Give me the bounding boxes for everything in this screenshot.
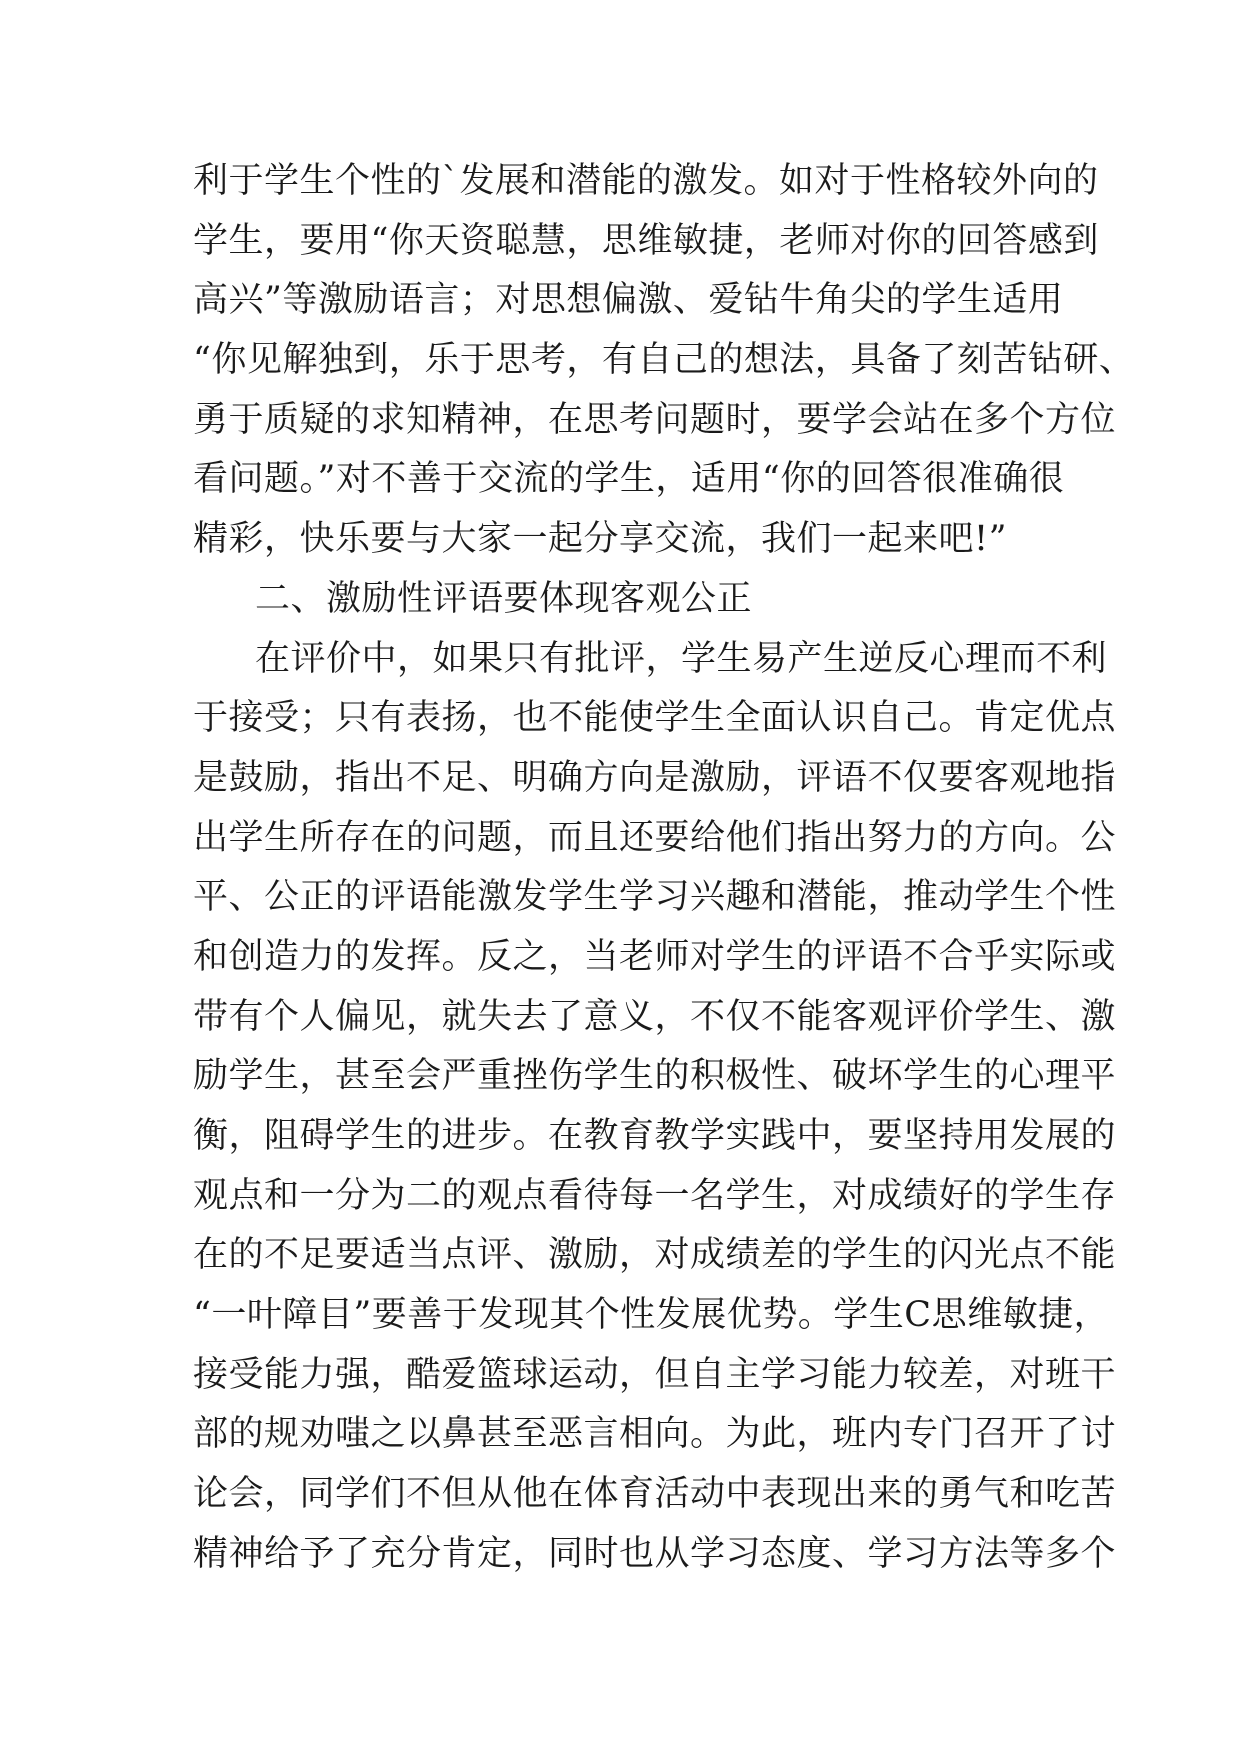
body-line: 看问题。”对不善于交流的学生，适用“你的回答很准确很 — [193, 459, 1065, 500]
body-line: 论会，同学们不但从他在体育活动中表现出来的勇气和吃苦 — [193, 1474, 1117, 1515]
body-line: 是鼓励，指出不足、明确方向是激励，评语不仅要客观地指 — [193, 757, 1117, 798]
document-body — [193, 152, 1135, 1585]
body-line: 精彩，快乐要与大家一起分享交流，我们一起来吧!” — [193, 519, 1007, 560]
body-line: 平、公正的评语能激发学生学习兴趣和潜能，推动学生个性 — [193, 877, 1117, 918]
body-line: 在的不足要适当点评、激励，对成绩差的学生的闪光点不能 — [193, 1235, 1117, 1276]
body-line: 接受能力强，酷爱篮球运动，但自主学习能力较差，对班干 — [193, 1354, 1117, 1395]
body-line: 于接受；只有表扬，也不能使学生全面认识自己。肯定优点 — [193, 698, 1117, 739]
body-line: 衡，阻碍学生的进步。在教育教学实践中，要坚持用发展的 — [193, 1116, 1117, 1156]
body-line: 观点和一分为二的观点看待每一名学生，对成绩好的学生存 — [193, 1175, 1117, 1216]
body-line: 精神给予了充分肯定，同时也从学习态度、学习方法等多个 — [193, 1533, 1117, 1574]
body-line: 带有个人偏见，就失去了意义，不仅不能客观评价学生、激 — [193, 996, 1117, 1037]
body-line: 高兴”等激励语言；对思想偏激、爱钻牛角尖的学生适用 — [193, 280, 1064, 321]
body-line: 励学生，甚至会严重挫伤学生的积极性、破坏学生的心理平 — [193, 1056, 1117, 1097]
body-line: “你见解独到，乐于思考，有自己的想法，具备了刻苦钻研、 — [193, 340, 1135, 381]
section-heading: 二、激励性评语要体现客观公正 — [255, 578, 753, 619]
body-line: “一叶障目”要善于发现其个性发展优势。学生C思维敏捷， — [193, 1295, 1110, 1336]
body-line: 学生，要用“你天资聪慧，思维敏捷，老师对你的回答感到 — [193, 220, 1099, 261]
body-line: 和创造力的发挥。反之，当老师对学生的评语不合乎实际或 — [193, 936, 1117, 977]
body-line: 部的规劝嗤之以鼻甚至恶言相向。为此，班内专门召开了讨 — [193, 1414, 1117, 1455]
body-line: 出学生所存在的问题，而且还要给他们指出努力的方向。公 — [193, 817, 1117, 858]
body-line: 勇于质疑的求知精神，在思考问题时，要学会站在多个方位 — [193, 399, 1117, 440]
body-line: 在评价中，如果只有批评，学生易产生逆反心理而不利 — [255, 638, 1108, 679]
body-line: 利于学生个性的`发展和潜能的激发。如对于性格较外向的 — [193, 161, 1099, 201]
